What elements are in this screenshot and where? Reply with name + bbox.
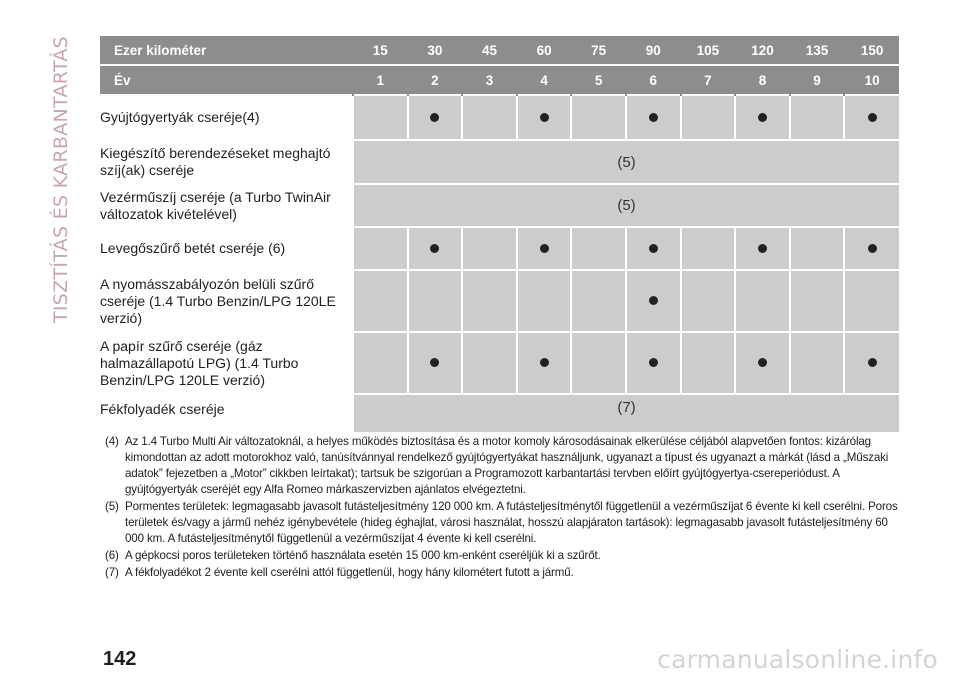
check-dot [649, 244, 658, 253]
year-value: 9 [790, 65, 845, 95]
check-dot [540, 358, 549, 367]
row-label: A nyomásszabályozón belüli szűrő cseréje (1.4 Turbo Benzin/LPG 120LE verzió) [100, 270, 353, 332]
km-value: 135 [790, 36, 845, 65]
maintenance-table [100, 36, 899, 432]
footnote [105, 434, 905, 498]
footnote [105, 499, 905, 547]
year-value: 4 [517, 65, 572, 95]
footnote-text: Pormentes területek: legmagasabb javasolt futásteljesítmény 120 000 km. A futásteljesítménytől függetlenül a vezérműszíjat 6 évente ki kell cserélni. Poros területek és/vagy a jármű nehéz igénybevétele (hideg éghajlat, városi használat, hosszú alapjáraton tartások): legmagasabb javasolt futásteljesítmény 60 000 km. A futásteljesítménytől függetlenül a vezérműszíjat 4 évente ki kell cserélni. [125, 500, 898, 545]
footnote [105, 565, 905, 581]
footnote-text: A gépkocsi poros területeken történő használata esetén 15 000 km-enként cseréljük ki a szűrőt. [125, 549, 601, 562]
km-value: 90 [626, 36, 681, 65]
check-dot [540, 113, 549, 122]
check-dot [868, 358, 877, 367]
page-number: 142 [103, 648, 137, 670]
year-header-row [100, 65, 899, 95]
row-span-note: (7) [353, 394, 899, 432]
table-row [100, 227, 899, 270]
footnote-number: (5) [105, 500, 119, 513]
row-label: Gyújtógyertyák cseréje(4) [100, 95, 353, 140]
check-dot [868, 244, 877, 253]
year-value: 10 [844, 65, 899, 95]
check-dot [758, 244, 767, 253]
row-span-note: (5) [353, 184, 899, 227]
footnote-number: (6) [105, 549, 119, 562]
year-value: 1 [353, 65, 408, 95]
table-row [100, 95, 899, 140]
table-row [100, 270, 899, 332]
km-value: 15 [353, 36, 408, 65]
check-dot [868, 113, 877, 122]
km-header-label: Ezer kilométer [100, 36, 353, 65]
km-value: 105 [681, 36, 736, 65]
check-dot [758, 113, 767, 122]
check-dot [649, 358, 658, 367]
year-value: 8 [735, 65, 790, 95]
row-label: Kiegészítő berendezéseket meghajtó szíj(ak) cseréje [100, 140, 353, 184]
table-row [100, 394, 899, 432]
km-header-row [100, 36, 899, 65]
row-label: Levegőszűrő betét cseréje (6) [100, 227, 353, 270]
table-row [100, 184, 899, 227]
footnote [105, 548, 905, 564]
row-label: Vezérműszíj cseréje (a Turbo TwinAir változatok kivételével) [100, 184, 353, 227]
footnote-number: (7) [105, 566, 119, 579]
check-dot [430, 358, 439, 367]
footnote-text: A fékfolyadékot 2 évente kell cserélni attól függetlenül, hogy hány kilométert futott a jármű. [125, 566, 574, 579]
table-row [100, 332, 899, 394]
year-value: 6 [626, 65, 681, 95]
km-value: 45 [462, 36, 517, 65]
check-dot [430, 113, 439, 122]
footnotes [105, 434, 905, 582]
row-span-note: (5) [353, 140, 899, 184]
row-label: Fékfolyadék cseréje [100, 394, 353, 432]
year-header-label: Év [100, 65, 353, 95]
year-value: 7 [681, 65, 736, 95]
footnote-text: Az 1.4 Turbo Multi Air változatoknál, a helyes működés biztosítása és a motor komoly károsodásainak elkerülése céljából alapvetően fontos: kizárólag kimondottan az adott motorokhoz való, tanúsítvánnyal rendelkező gyújtógyertyákat használjunk, ugyanazt a típust és ugyanazt a márkát (lásd a „Műszaki adatok” fejezetben a „Motor” cikkben leírtakat); tartsuk be szigorúan a Programozott karbantartási tervben előírt gyújtógyertya-csereperiódust. A gyújtógyertyák cseréjét egy Alfa Romeo márkaszervizben ajánlatos elvégeztetni. [125, 435, 889, 496]
check-dot [540, 244, 549, 253]
watermark-link[interactable]: carmanualsonline.info [657, 645, 938, 674]
row-label: A papír szűrő cseréje (gáz halmazállapotú LPG) (1.4 Turbo Benzin/LPG 120LE verzió) [100, 332, 353, 394]
year-value: 5 [571, 65, 626, 95]
check-dot [758, 358, 767, 367]
year-value: 3 [462, 65, 517, 95]
footnote-number: (4) [105, 435, 119, 448]
km-value: 60 [517, 36, 572, 65]
check-dot [649, 296, 658, 305]
km-value: 30 [408, 36, 463, 65]
section-title: TISZTÍTÁS ÉS KARBANTARTÁS [50, 36, 72, 324]
km-value: 150 [844, 36, 899, 65]
table-row [100, 140, 899, 184]
km-value: 120 [735, 36, 790, 65]
check-dot [430, 244, 439, 253]
check-dot [649, 113, 658, 122]
km-value: 75 [571, 36, 626, 65]
year-value: 2 [408, 65, 463, 95]
